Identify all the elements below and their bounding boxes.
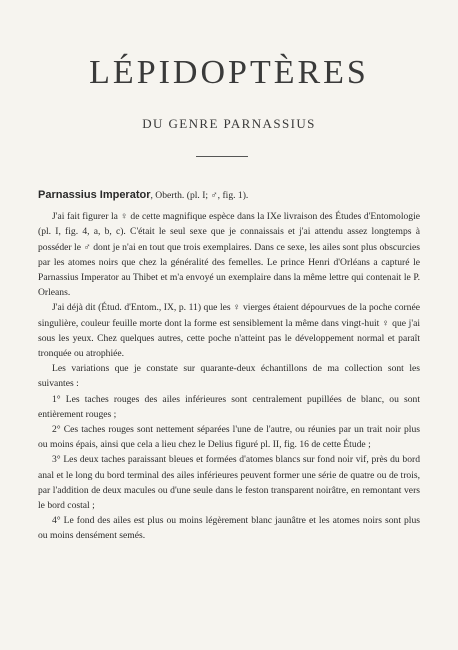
page-title: LÉPIDOPTÈRES <box>89 54 369 91</box>
species-heading: Parnassius Imperator, Oberth. (pl. I; ♂, fig. 1). <box>38 189 249 201</box>
paragraph: Les variations que je constate sur quarante-deux échantillons de ma collection sont les suivantes : <box>38 363 420 390</box>
text-body <box>38 188 420 544</box>
page-subtitle: DU GENRE PARNASSIUS <box>142 116 316 131</box>
paragraph: 4° Le fond des ailes est plus ou moins légèrement blanc jaunâtre et les atomes noirs sont plus ou moins densément semés. <box>38 515 420 542</box>
paragraph: J'ai fait figurer la ♀ de cette magnifique espèce dans la IXe livraison des Études d'Entomologie (pl. I, fig. 4, a, b, c). C'était le seul sexe que je connaissais et j'ai attendu assez longtemps à posséder le ♂ dont je n'ai en tout que trois exemplaires. Dans ce sexe, les ailes sont plus obscurcies par les atomes noirs que chez la généralité des femelles. Le prince Henri d'Orléans a capturé le Parnassius Imperator au Thibet et m'a envoyé un exemplaire dans la même lettre qui contenait le P. Orleans. <box>38 211 420 299</box>
paragraph: 3° Les deux taches paraissant bleues et formées d'atomes blancs sur fond noir vif, près du bord anal et le long du bord terminal des ailes inférieures peuvent former une série de quatre ou de trois, par l'addition de deux macules ou d'une seule dans le feston transparent noirâtre, en remontant vers le bord costal ; <box>38 454 420 512</box>
species-reference: (pl. I; ♂, fig. 1). <box>186 190 249 201</box>
paragraph: 2° Ces taches rouges sont nettement séparées l'une de l'autre, ou réunies par un trait noir plus ou moins épais, ainsi que cela a lieu chez le Delius figuré pl. II, fig. 16 de cette Étude ; <box>38 424 420 451</box>
divider <box>196 156 248 157</box>
species-name: Parnassius Imperator <box>38 189 151 201</box>
paragraph: J'ai déjà dit (Étud. d'Entom., IX, p. 11) que les ♀ vierges étaient dépourvues de la poche cornée singulière, couleur feuille morte dont la forme est sensiblement la même dans vingt-huit ♀ que j'ai sous les yeux. Chez quelques autres, cette poche n'atteint pas le développement normal et paraît tronquée ou atrophiée. <box>38 302 420 360</box>
paragraph: 1° Les taches rouges des ailes inférieures sont centralement pupillées de blanc, ou sont entièrement rouges ; <box>38 393 420 420</box>
species-author: Oberth. <box>155 190 185 201</box>
